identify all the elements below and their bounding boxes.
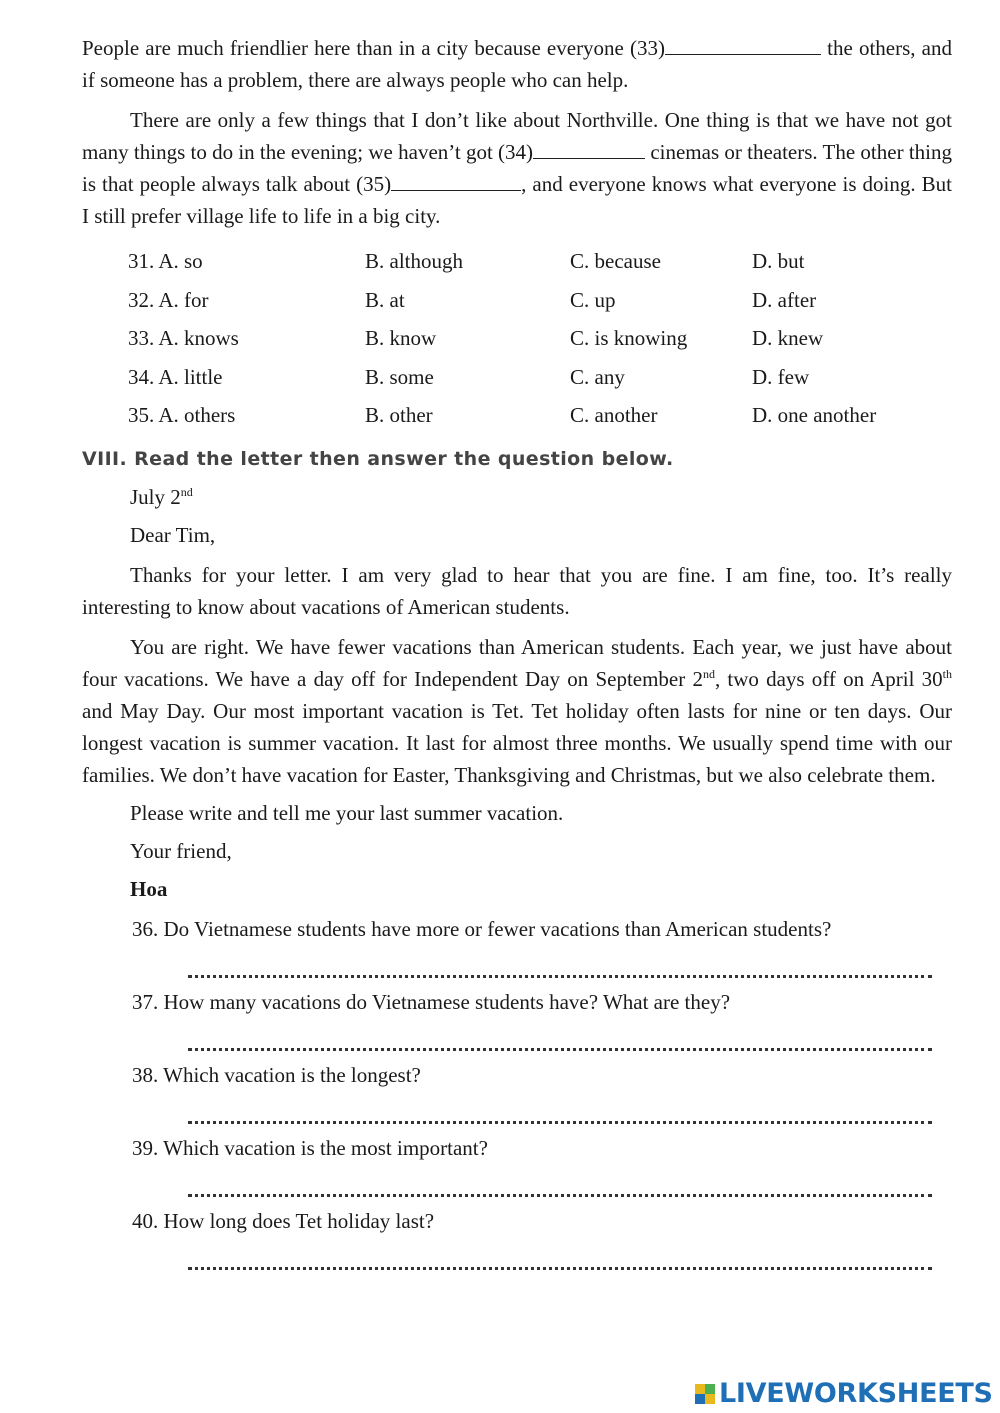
option-row-34 <box>128 358 952 397</box>
letter-greeting: Dear Tim, <box>130 522 216 547</box>
option-32-a[interactable]: 32. A. for <box>128 287 209 312</box>
question-36: 36. Do Vietnamese students have more or fewer vacations than American students? <box>132 916 832 941</box>
option-33-b[interactable]: B. know <box>365 326 437 351</box>
option-31-a[interactable]: 31. A. so <box>128 249 203 274</box>
option-34-d[interactable]: D. few <box>752 364 810 389</box>
option-35-c[interactable]: C. another <box>570 403 658 428</box>
answer-line-38[interactable] <box>188 1099 932 1124</box>
option-row-33 <box>128 319 952 358</box>
blank-35[interactable] <box>391 170 521 191</box>
letter-paragraph-1: Thanks for your letter. I am very glad to hear that you are fine. I am fine, too. It’s really interesting to know about vacations of American students. <box>82 562 952 619</box>
option-33-c[interactable]: C. is knowing <box>570 326 688 351</box>
blank-34[interactable] <box>533 138 645 159</box>
option-31-b[interactable]: B. although <box>365 249 463 274</box>
answer-line-37[interactable] <box>188 1026 932 1051</box>
liveworksheets-logo-icon <box>695 1384 715 1404</box>
option-32-d[interactable]: D. after <box>752 287 817 312</box>
option-34-a[interactable]: 34. A. little <box>128 364 223 389</box>
option-32-c[interactable]: C. up <box>570 287 616 312</box>
answer-line-36[interactable] <box>188 953 932 978</box>
liveworksheets-logo <box>695 1376 993 1412</box>
question-39: 39. Which vacation is the most important? <box>132 1135 488 1160</box>
option-32-b[interactable]: B. at <box>365 287 405 312</box>
logo-text: LIVEWORKSHEETS <box>719 1378 993 1409</box>
option-33-d[interactable]: D. knew <box>752 326 824 351</box>
passage-paragraph-1: People are much friendlier here than in a city because everyone (33) the others, and if someone has a problem, there are always people who can help. <box>82 36 953 92</box>
option-row-32 <box>128 281 952 320</box>
answer-options <box>82 242 952 435</box>
letter-closing: Your friend, <box>130 838 232 863</box>
passage-paragraph-2: There are only a few things that I don’t like about Northville. One thing is that we have not got many things to do in the evening; we haven’t got (34) cinemas or theaters. The other thing is that people always talk about (35) , and everyone knows what everyone is doing. But I still prefer village life to life in a big city. <box>82 108 953 228</box>
letter-paragraph-2: You are right. We have fewer vacations than American students. Each year, we just have about four vacations. We have a day off for Independent Day on September 2nd, two days off on April 30th and May Day. Our most important vacation is Tet. Tet holiday often lasts for nine or ten days. Our longest vacation is summer vacation. It last for almost three months. We usually spend time with our families. We don’t have vacation for Easter, Thanksgiving and Christmas, but we also celebrate them. <box>82 634 952 787</box>
blank-33[interactable] <box>665 34 821 55</box>
section-heading: VIII. Read the letter then answer the question below. <box>82 447 674 470</box>
option-35-a[interactable]: 35. A. others <box>128 403 236 428</box>
option-31-c[interactable]: C. because <box>570 249 661 274</box>
option-34-b[interactable]: B. some <box>365 364 434 389</box>
worksheet-page <box>82 32 952 1270</box>
option-row-31 <box>128 242 952 281</box>
question-37: 37. How many vacations do Vietnamese students have? What are they? <box>132 989 731 1014</box>
option-33-a[interactable]: 33. A. knows <box>128 326 239 351</box>
letter-paragraph-3: Please write and tell me your last summer vacation. <box>130 800 564 825</box>
question-40: 40. How long does Tet holiday last? <box>132 1208 435 1233</box>
letter-signature: Hoa <box>130 876 168 901</box>
answer-line-39[interactable] <box>188 1172 932 1197</box>
option-31-d[interactable]: D. but <box>752 249 805 274</box>
option-35-b[interactable]: B. other <box>365 403 433 428</box>
option-34-c[interactable]: C. any <box>570 364 625 389</box>
option-row-35 <box>128 396 952 435</box>
answer-line-40[interactable] <box>188 1245 932 1270</box>
option-35-d[interactable]: D. one another <box>752 403 877 428</box>
question-38: 38. Which vacation is the longest? <box>132 1062 421 1087</box>
letter-date: July 2nd <box>130 484 193 509</box>
